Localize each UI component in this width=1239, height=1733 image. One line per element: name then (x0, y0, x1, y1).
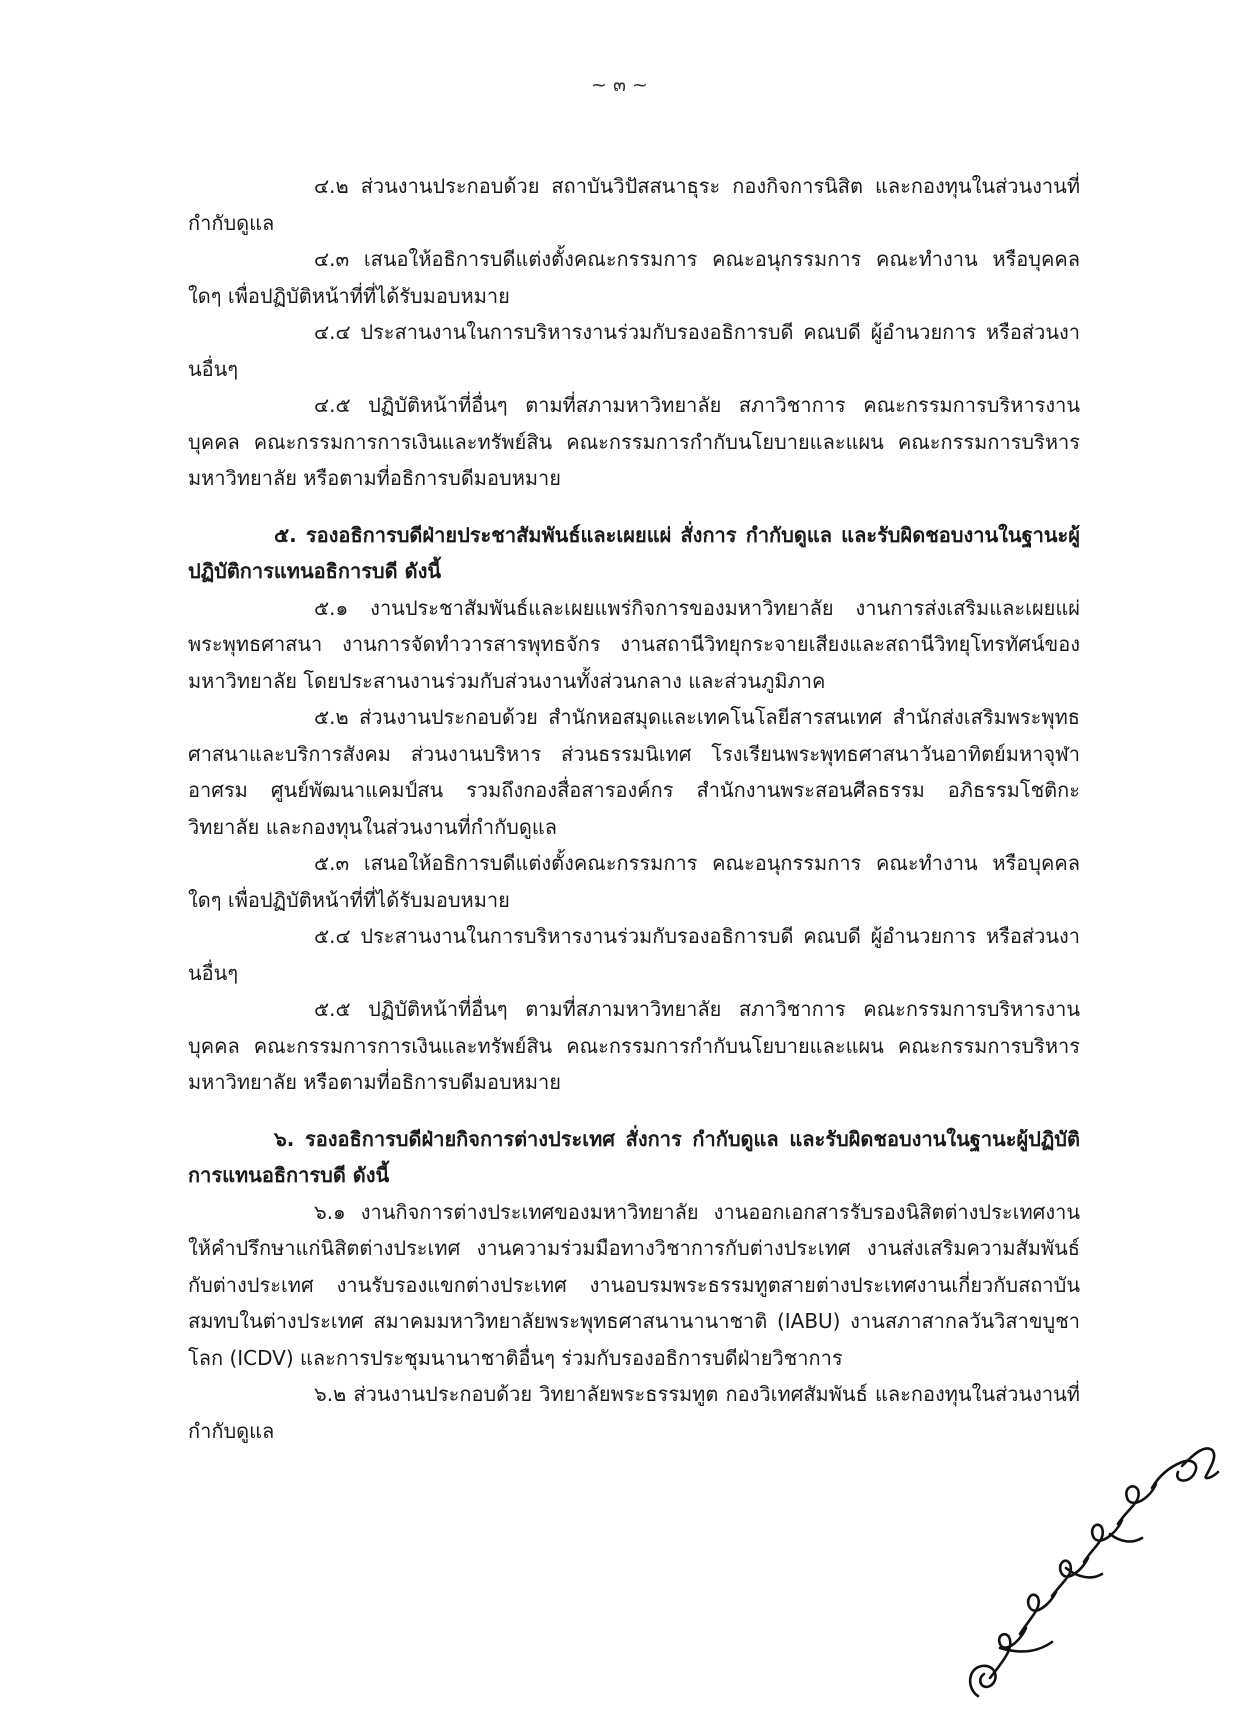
item-6-1: ๖.๑ งานกิจการต่างประเทศของมหาวิทยาลัย งานออกเอกสารรับรองนิสิตต่างประเทศงานให้คำปรึกษาแก่นิสิตต่างประเทศ งานความร่วมมือทางวิชาการกับต่างประเทศ งานส่งเสริมความสัมพันธ์กับต่างประเทศ งานรับรองแขกต่างประเทศ งานอบรมพระธรรมทูตสายต่างประเทศงานเกี่ยวกับสถาบันสมทบในต่างประเทศ สมาคมมหาวิทยาลัยพระพุทธศาสนานานาชาติ (IABU) งานสภาสากลวันวิสาขบูชาโลก (ICDV) และการประชุมนานาชาติอื่นๆ ร่วมกับรองอธิการบดีฝ่ายวิชาการ (188, 1199, 1080, 1370)
section-5-heading: ๕. รองอธิการบดีฝ่ายประชาสัมพันธ์และเผยแผ่ สั่งการ กำกับดูแล และรับผิดชอบงานในฐานะผู้ปฏิบัติการแทนอธิการบดี ดังนี้ (188, 522, 1080, 583)
item-4-2: ๔.๒ ส่วนงานประกอบด้วย สถาบันวิปัสสนาธุระ กองกิจการนิสิต และกองทุนในส่วนงานที่กำกับดูแล (188, 174, 1080, 235)
section-6-heading: ๖. รองอธิการบดีฝ่ายกิจการต่างประเทศ สั่งการ กำกับดูแล และรับผิดชอบงานในฐานะผู้ปฏิบัติการแทนอธิการบดี ดังนี้ (188, 1126, 1080, 1187)
item-5-1: ๕.๑ งานประชาสัมพันธ์และเผยแพร่กิจการของมหาวิทยาลัย งานการส่งเสริมและเผยแผ่พระพุทธศาสนา งานการจัดทำวารสารพุทธจักร งานสถานีวิทยุกระจายเสียงและสถานีวิทยุโทรทัศน์ของมหาวิทยาลัย โดยประสานงานร่วมกับส่วนงานทั้งส่วนกลาง และส่วนภูมิภาค (188, 595, 1080, 693)
item-4-4: ๔.๔ ประสานงานในการบริหารงานร่วมกับรองอธิการบดี คณบดี ผู้อำนวยการ หรือส่วนงานอื่นๆ (188, 320, 1080, 381)
item-6-2: ๖.๒ ส่วนงานประกอบด้วย วิทยาลัยพระธรรมทูต กองวิเทศสัมพันธ์ และกองทุนในส่วนงานที่กำกับดูแล (188, 1382, 1080, 1443)
item-5-3: ๕.๓ เสนอให้อธิการบดีแต่งตั้งคณะกรรมการ คณะอนุกรรมการ คณะทำงาน หรือบุคคลใดๆ เพื่อปฏิบัติหน้าที่ที่ได้รับมอบหมาย (188, 851, 1080, 912)
item-4-5: ๔.๕ ปฏิบัติหน้าที่อื่นๆ ตามที่สภามหาวิทยาลัย สภาวิชาการ คณะกรรมการบริหารงานบุคคล คณะกรรมการการเงินและทรัพย์สิน คณะกรรมการกำกับนโยบายและแผน คณะกรรมการบริหารมหาวิทยาลัย หรือตามที่อธิการบดีมอบหมาย (188, 393, 1080, 490)
item-5-4: ๕.๔ ประสานงานในการบริหารงานร่วมกับรองอธิการบดี คณบดี ผู้อำนวยการ หรือส่วนงานอื่นๆ (188, 924, 1080, 985)
item-5-2: ๕.๒ ส่วนงานประกอบด้วย สำนักหอสมุดและเทคโนโลยีสารสนเทศ สำนักส่งเสริมพระพุทธศาสนาและบริการสังคม ส่วนงานบริหาร ส่วนธรรมนิเทศ โรงเรียนพระพุทธศาสนาวันอาทิตย์มหาจุฬาอาศรม ศูนย์พัฒนาแคมป์สน รวมถึงกองสื่อสารองค์กร สำนักงานพระสอนศีลธรรม อภิธรรมโชติกะวิทยาลัย และกองทุนในส่วนงานที่กำกับดูแล (188, 705, 1080, 839)
page-number: ~ ๓ ~ (591, 74, 648, 96)
item-4-3: ๔.๓ เสนอให้อธิการบดีแต่งตั้งคณะกรรมการ คณะอนุกรรมการ คณะทำงาน หรือบุคคลใดๆ เพื่อปฏิบัติหน้าที่ที่ได้รับมอบหมาย (188, 247, 1080, 308)
document-body (188, 168, 1080, 1449)
handwritten-signature-icon (960, 1428, 1230, 1708)
item-5-5: ๕.๕ ปฏิบัติหน้าที่อื่นๆ ตามที่สภามหาวิทยาลัย สภาวิชาการ คณะกรรมการบริหารงานบุคคล คณะกรรมการการเงินและทรัพย์สิน คณะกรรมการกำกับนโยบายและแผน คณะกรรมการบริหารมหาวิทยาลัย หรือตามที่อธิการบดีมอบหมาย (188, 997, 1080, 1094)
